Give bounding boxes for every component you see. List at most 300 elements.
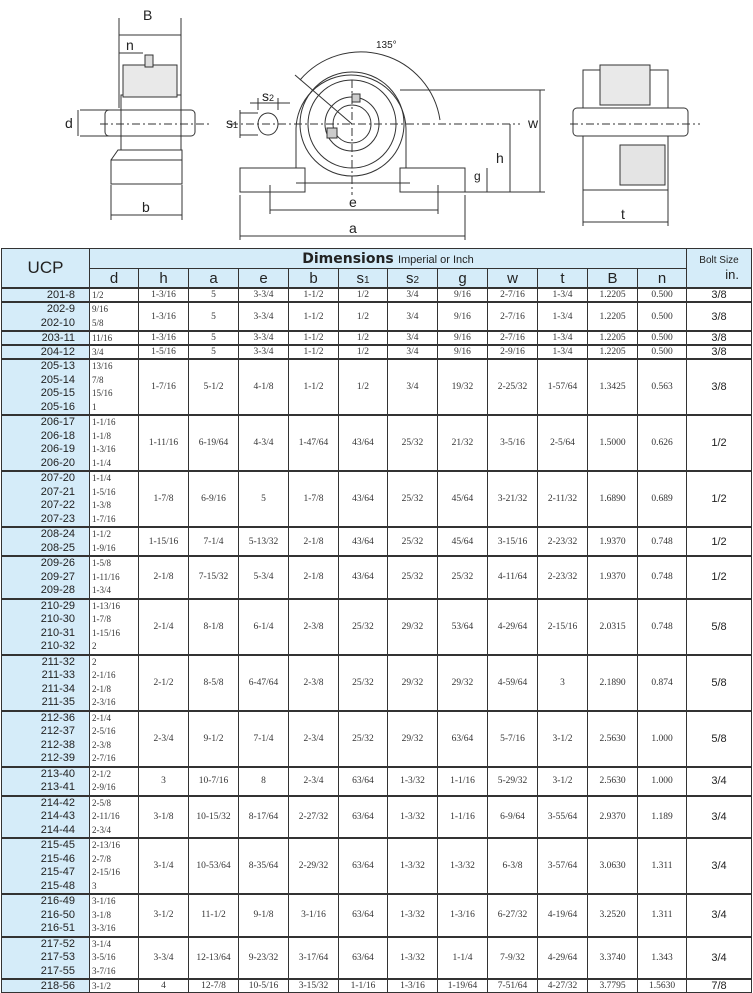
cell-a: 11-1/2 bbox=[189, 894, 239, 937]
bore-d-value: 1 bbox=[92, 401, 97, 412]
cell-B: 1.2205 bbox=[588, 302, 638, 331]
cell-h: 2-3/4 bbox=[139, 711, 189, 767]
table-row bbox=[2, 288, 752, 302]
bore-d-cell bbox=[90, 937, 139, 980]
bolt-size-header bbox=[687, 249, 752, 289]
column-header-d: d bbox=[90, 269, 139, 289]
column-header-a: a bbox=[189, 269, 239, 289]
cell-e: 5-13/32 bbox=[239, 527, 289, 556]
cell-e: 8-17/64 bbox=[239, 796, 289, 839]
bore-d-value: 1-7/16 bbox=[92, 513, 116, 524]
cell-g: 29/32 bbox=[438, 655, 488, 711]
cell-w: 7-9/32 bbox=[488, 937, 538, 980]
model-codes-cell bbox=[2, 979, 90, 993]
cell-w: 6-27/32 bbox=[488, 894, 538, 937]
cell-n: 0.500 bbox=[638, 345, 687, 359]
label-s2-base: s bbox=[262, 88, 269, 104]
cell-n: 0.500 bbox=[638, 302, 687, 331]
cell-a: 7-1/4 bbox=[189, 527, 239, 556]
model-code: 210-29 bbox=[40, 599, 75, 612]
cell-b: 1-47/64 bbox=[289, 415, 339, 471]
cell-s2: 29/32 bbox=[388, 599, 438, 655]
dimensions-table bbox=[1, 248, 752, 993]
model-codes-cell bbox=[2, 711, 90, 767]
model-code: 210-30 bbox=[40, 613, 75, 625]
cell-g: 21/32 bbox=[438, 415, 488, 471]
cell-h: 1-3/16 bbox=[139, 302, 189, 331]
model-code: 204-12 bbox=[40, 346, 75, 358]
cell-t: 2-15/16 bbox=[538, 599, 588, 655]
model-code: 211-34 bbox=[41, 682, 75, 695]
model-code: 209-27 bbox=[40, 570, 75, 583]
model-code: 202-9 bbox=[46, 303, 75, 315]
cell-w: 7-51/64 bbox=[488, 979, 538, 993]
bore-d-value: 1-13/16 bbox=[92, 600, 120, 611]
model-codes-cell bbox=[2, 599, 90, 655]
cell-w: 2-7/16 bbox=[488, 288, 538, 302]
label-w: w bbox=[528, 115, 539, 131]
bore-d-value: 2 bbox=[92, 641, 97, 651]
bolt-size-label: Bolt Size bbox=[699, 255, 739, 266]
bore-d-value: 1-5/16 bbox=[92, 486, 116, 497]
bore-d-cell bbox=[90, 655, 139, 711]
cell-b: 3-1/16 bbox=[289, 894, 339, 937]
cell-g: 45/64 bbox=[438, 527, 488, 556]
cell-b: 1-1/2 bbox=[289, 288, 339, 302]
model-code: 205-16 bbox=[40, 400, 75, 413]
dimensions-subtitle: Imperial or Inch bbox=[397, 254, 474, 266]
cell-e: 8 bbox=[239, 767, 289, 796]
cell-t: 3-1/2 bbox=[538, 711, 588, 767]
bore-d-value: 15/16 bbox=[92, 388, 113, 398]
cell-bolt-size: 3/8 bbox=[687, 359, 752, 415]
cell-B: 2.0315 bbox=[588, 599, 638, 655]
cell-B: 3.7795 bbox=[588, 979, 638, 993]
cell-t: 1-3/4 bbox=[538, 302, 588, 331]
cell-e: 9-23/32 bbox=[239, 937, 289, 980]
cell-a: 8-5/8 bbox=[189, 655, 239, 711]
cell-n: 0.500 bbox=[638, 331, 687, 345]
bore-d-value: 9/16 bbox=[92, 304, 109, 314]
bore-d-value: 2-1/16 bbox=[92, 670, 116, 680]
cell-g: 9/16 bbox=[438, 345, 488, 359]
bore-d-value: 2 bbox=[92, 656, 97, 667]
bore-d-value: 11/16 bbox=[92, 333, 113, 343]
model-code: 210-31 bbox=[40, 626, 75, 639]
model-code: 209-28 bbox=[40, 584, 75, 596]
cell-e: 6-47/64 bbox=[239, 655, 289, 711]
cell-e: 10-5/16 bbox=[239, 979, 289, 993]
model-code: 214-42 bbox=[40, 796, 75, 809]
bore-d-value: 2-3/4 bbox=[92, 824, 111, 835]
bore-d-value: 1-1/4 bbox=[92, 473, 111, 483]
cell-n: 1.000 bbox=[638, 767, 687, 796]
model-codes-cell bbox=[2, 527, 90, 556]
model-codes-cell bbox=[2, 288, 90, 302]
cell-s2: 29/32 bbox=[388, 655, 438, 711]
table-row bbox=[2, 711, 752, 767]
cell-bolt-size: 3/8 bbox=[687, 288, 752, 302]
cell-w: 2-7/16 bbox=[488, 331, 538, 345]
cell-b: 1-1/2 bbox=[289, 331, 339, 345]
cell-e: 3-3/4 bbox=[239, 302, 289, 331]
model-codes-cell bbox=[2, 838, 90, 894]
cell-s1: 1/2 bbox=[339, 288, 388, 302]
side-view-left bbox=[78, 18, 210, 220]
cell-t: 2-23/32 bbox=[538, 556, 588, 599]
cell-B: 1.2205 bbox=[588, 345, 638, 359]
dimensions-header bbox=[90, 249, 687, 269]
label-d: d bbox=[65, 115, 73, 131]
cell-e: 3-3/4 bbox=[239, 288, 289, 302]
cell-bolt-size: 3/4 bbox=[687, 838, 752, 894]
table-row bbox=[2, 599, 752, 655]
cell-a: 6-9/16 bbox=[189, 471, 239, 527]
cell-s1: 63/64 bbox=[339, 894, 388, 937]
model-codes-cell bbox=[2, 415, 90, 471]
cell-s2: 25/32 bbox=[388, 415, 438, 471]
table-row bbox=[2, 979, 752, 993]
cell-w: 2-25/32 bbox=[488, 359, 538, 415]
cell-s1: 1/2 bbox=[339, 302, 388, 331]
cell-b: 3-15/32 bbox=[289, 979, 339, 993]
bolt-size-unit: in. bbox=[725, 267, 740, 282]
model-code: 203-11 bbox=[41, 332, 75, 344]
model-code: 217-55 bbox=[40, 964, 75, 977]
bore-d-value: 2-3/8 bbox=[92, 739, 111, 750]
cell-h: 1-7/16 bbox=[139, 359, 189, 415]
cell-s2: 1-3/32 bbox=[388, 838, 438, 894]
cell-w: 6-9/64 bbox=[488, 796, 538, 839]
model-code: 206-18 bbox=[40, 429, 75, 442]
cell-s1: 1/2 bbox=[339, 345, 388, 359]
bore-d-value: 1-1/16 bbox=[92, 417, 116, 427]
cell-n: 0.500 bbox=[638, 288, 687, 302]
cell-n: 0.748 bbox=[638, 599, 687, 655]
model-code: 207-20 bbox=[40, 472, 75, 484]
table-row bbox=[2, 655, 752, 711]
label-b: b bbox=[142, 199, 150, 215]
column-header-s1: s1 bbox=[339, 269, 388, 289]
cell-a: 6-19/64 bbox=[189, 415, 239, 471]
bore-d-cell bbox=[90, 711, 139, 767]
bore-d-value: 1-1/4 bbox=[92, 457, 111, 468]
bore-d-value: 2-7/8 bbox=[92, 853, 111, 864]
model-code: 216-49 bbox=[40, 895, 75, 907]
cell-s1: 63/64 bbox=[339, 937, 388, 980]
bore-d-value: 2-5/16 bbox=[92, 726, 116, 736]
label-a: a bbox=[349, 220, 357, 236]
cell-s2: 3/4 bbox=[388, 345, 438, 359]
bore-d-value: 1-5/8 bbox=[92, 558, 111, 568]
model-code: 212-39 bbox=[40, 752, 75, 764]
cell-e: 3-3/4 bbox=[239, 331, 289, 345]
cell-s1: 25/32 bbox=[339, 655, 388, 711]
cell-s2: 3/4 bbox=[388, 359, 438, 415]
model-code: 206-20 bbox=[40, 456, 75, 469]
cell-h: 4 bbox=[139, 979, 189, 993]
bore-d-cell bbox=[90, 359, 139, 415]
cell-h: 1-11/16 bbox=[139, 415, 189, 471]
table-row bbox=[2, 937, 752, 980]
cell-s2: 3/4 bbox=[388, 331, 438, 345]
table-row bbox=[2, 838, 752, 894]
bore-d-value: 1-11/16 bbox=[92, 571, 120, 582]
cell-w: 4-59/64 bbox=[488, 655, 538, 711]
cell-t: 1-57/64 bbox=[538, 359, 588, 415]
cell-b: 2-3/8 bbox=[289, 599, 339, 655]
cell-n: 0.689 bbox=[638, 471, 687, 527]
cell-s1: 43/64 bbox=[339, 527, 388, 556]
model-codes-cell bbox=[2, 556, 90, 599]
cell-t: 4-19/64 bbox=[538, 894, 588, 937]
cell-n: 1.189 bbox=[638, 796, 687, 839]
bore-d-value: 13/16 bbox=[92, 361, 113, 371]
cell-g: 63/64 bbox=[438, 711, 488, 767]
model-code: 215-48 bbox=[40, 879, 75, 892]
cell-bolt-size: 1/2 bbox=[687, 415, 752, 471]
bore-d-value: 3-7/16 bbox=[92, 965, 116, 976]
cell-b: 1-7/8 bbox=[289, 471, 339, 527]
label-s2 bbox=[262, 88, 274, 104]
bore-d-cell bbox=[90, 527, 139, 556]
bore-d-value: 2-11/16 bbox=[92, 811, 120, 821]
cell-e: 7-1/4 bbox=[239, 711, 289, 767]
table-row bbox=[2, 471, 752, 527]
model-codes-cell bbox=[2, 359, 90, 415]
bore-d-value: 5/8 bbox=[92, 317, 104, 328]
bore-d-value: 2-1/4 bbox=[92, 712, 111, 723]
cell-bolt-size: 5/8 bbox=[687, 711, 752, 767]
cell-g: 45/64 bbox=[438, 471, 488, 527]
cell-g: 25/32 bbox=[438, 556, 488, 599]
label-e: e bbox=[349, 194, 357, 210]
bore-d-value: 3-1/2 bbox=[92, 981, 111, 991]
cell-w: 2-7/16 bbox=[488, 302, 538, 331]
cell-a: 7-15/32 bbox=[189, 556, 239, 599]
cell-bolt-size: 1/2 bbox=[687, 471, 752, 527]
cell-b: 2-1/8 bbox=[289, 556, 339, 599]
bore-d-cell bbox=[90, 556, 139, 599]
model-codes-cell bbox=[2, 767, 90, 796]
model-codes-cell bbox=[2, 796, 90, 839]
cell-B: 1.9370 bbox=[588, 527, 638, 556]
cell-w: 3-5/16 bbox=[488, 415, 538, 471]
bore-d-value: 3 bbox=[92, 880, 97, 891]
model-codes-cell bbox=[2, 345, 90, 359]
cell-g: 1-3/16 bbox=[438, 894, 488, 937]
model-code: 212-37 bbox=[40, 725, 75, 737]
cell-t: 2-5/64 bbox=[538, 415, 588, 471]
cell-b: 2-27/32 bbox=[289, 796, 339, 839]
model-code: 213-40 bbox=[40, 767, 75, 780]
cell-e: 5-3/4 bbox=[239, 556, 289, 599]
bore-d-cell bbox=[90, 345, 139, 359]
cell-a: 5 bbox=[189, 345, 239, 359]
cell-bolt-size: 1/2 bbox=[687, 556, 752, 599]
model-code: 215-47 bbox=[40, 866, 75, 878]
cell-w: 6-3/8 bbox=[488, 838, 538, 894]
label-g: g bbox=[474, 169, 481, 183]
cell-e: 4-1/8 bbox=[239, 359, 289, 415]
table-row bbox=[2, 302, 752, 331]
cell-s1: 25/32 bbox=[339, 711, 388, 767]
cell-b: 1-1/2 bbox=[289, 359, 339, 415]
bore-d-value: 1-3/16 bbox=[92, 444, 116, 454]
label-t: t bbox=[621, 206, 625, 222]
cell-B: 1.5000 bbox=[588, 415, 638, 471]
cell-bolt-size: 3/4 bbox=[687, 767, 752, 796]
model-codes-cell bbox=[2, 471, 90, 527]
cell-g: 9/16 bbox=[438, 331, 488, 345]
cell-bolt-size: 5/8 bbox=[687, 599, 752, 655]
model-code: 208-24 bbox=[40, 528, 75, 540]
cell-g: 9/16 bbox=[438, 302, 488, 331]
cell-B: 1.2205 bbox=[588, 331, 638, 345]
model-code: 209-26 bbox=[40, 557, 75, 569]
bore-d-cell bbox=[90, 415, 139, 471]
model-code: 212-36 bbox=[40, 711, 75, 724]
model-code: 208-25 bbox=[40, 541, 75, 554]
cell-b: 2-29/32 bbox=[289, 838, 339, 894]
cell-s2: 1-3/32 bbox=[388, 767, 438, 796]
model-code: 214-44 bbox=[40, 823, 75, 836]
cell-a: 9-1/2 bbox=[189, 711, 239, 767]
bore-d-value: 1-15/16 bbox=[92, 627, 120, 638]
pillow-block-bearing-drawing bbox=[0, 0, 753, 245]
label-s2-sub: 2 bbox=[269, 93, 275, 103]
model-code: 211-35 bbox=[41, 696, 75, 708]
cell-w: 4-11/64 bbox=[488, 556, 538, 599]
cell-a: 10-7/16 bbox=[189, 767, 239, 796]
cell-s2: 25/32 bbox=[388, 527, 438, 556]
cell-bolt-size: 3/8 bbox=[687, 302, 752, 331]
cell-b: 3-17/64 bbox=[289, 937, 339, 980]
model-code: 218-56 bbox=[40, 980, 75, 992]
column-header-t: t bbox=[538, 269, 588, 289]
bore-d-cell bbox=[90, 288, 139, 302]
cell-B: 3.3740 bbox=[588, 937, 638, 980]
cell-s1: 43/64 bbox=[339, 556, 388, 599]
bore-d-value: 1-3/4 bbox=[92, 585, 111, 595]
table-row bbox=[2, 331, 752, 345]
cell-bolt-size: 3/4 bbox=[687, 937, 752, 980]
model-code: 202-10 bbox=[40, 316, 75, 329]
column-header-B: B bbox=[588, 269, 638, 289]
model-codes-cell bbox=[2, 655, 90, 711]
model-code: 214-43 bbox=[40, 810, 75, 822]
cell-h: 1-15/16 bbox=[139, 527, 189, 556]
cell-s1: 1/2 bbox=[339, 331, 388, 345]
cell-s1: 1/2 bbox=[339, 359, 388, 415]
label-B: B bbox=[143, 7, 153, 23]
cell-t: 2-23/32 bbox=[538, 527, 588, 556]
cell-t: 3-57/64 bbox=[538, 838, 588, 894]
column-header-s2: s2 bbox=[388, 269, 438, 289]
bore-d-value: 1-1/2 bbox=[92, 529, 111, 539]
cell-t: 2-11/32 bbox=[538, 471, 588, 527]
cell-w: 3-15/16 bbox=[488, 527, 538, 556]
cell-B: 1.2205 bbox=[588, 288, 638, 302]
bore-d-value: 1/2 bbox=[92, 290, 104, 300]
bore-d-value: 2-3/16 bbox=[92, 697, 116, 707]
bore-d-value: 1-3/8 bbox=[92, 500, 111, 510]
table-row bbox=[2, 894, 752, 937]
cell-e: 8-35/64 bbox=[239, 838, 289, 894]
model-code: 211-33 bbox=[41, 669, 75, 681]
model-code: 211-32 bbox=[41, 655, 75, 668]
model-code: 205-13 bbox=[40, 360, 75, 372]
cell-h: 3 bbox=[139, 767, 189, 796]
column-header-b: b bbox=[289, 269, 339, 289]
side-view-right bbox=[570, 65, 700, 226]
bore-d-value: 2-15/16 bbox=[92, 867, 120, 877]
bore-d-value: 3/4 bbox=[92, 347, 104, 357]
cell-s1: 43/64 bbox=[339, 471, 388, 527]
cell-h: 3-3/4 bbox=[139, 937, 189, 980]
column-header-h: h bbox=[139, 269, 189, 289]
cell-s1: 43/64 bbox=[339, 415, 388, 471]
model-code: 212-38 bbox=[40, 738, 75, 751]
model-code: 215-45 bbox=[40, 839, 75, 851]
model-codes-cell bbox=[2, 937, 90, 980]
model-code: 216-50 bbox=[40, 908, 75, 921]
model-header: UCP bbox=[2, 249, 90, 289]
bore-d-cell bbox=[90, 302, 139, 331]
cell-b: 2-3/4 bbox=[289, 711, 339, 767]
cell-s2: 1-3/32 bbox=[388, 894, 438, 937]
bore-d-value: 2-13/16 bbox=[92, 840, 120, 850]
cell-s1: 63/64 bbox=[339, 796, 388, 839]
model-codes-cell bbox=[2, 302, 90, 331]
bore-d-value: 1-9/16 bbox=[92, 542, 116, 553]
cell-s2: 1-3/32 bbox=[388, 796, 438, 839]
bore-d-value: 3-5/16 bbox=[92, 952, 116, 962]
bore-d-value: 2-7/16 bbox=[92, 753, 116, 763]
bore-d-value: 2-1/2 bbox=[92, 768, 111, 779]
cell-bolt-size: 3/4 bbox=[687, 796, 752, 839]
cell-a: 8-1/8 bbox=[189, 599, 239, 655]
bore-d-value: 3-1/16 bbox=[92, 896, 116, 906]
bore-d-value: 3-1/4 bbox=[92, 938, 111, 949]
cell-s2: 3/4 bbox=[388, 288, 438, 302]
model-code: 205-14 bbox=[40, 373, 75, 386]
bore-d-value: 1-1/8 bbox=[92, 430, 111, 441]
cell-h: 1-3/16 bbox=[139, 288, 189, 302]
model-code: 207-22 bbox=[40, 499, 75, 511]
table-row bbox=[2, 345, 752, 359]
table-row bbox=[2, 796, 752, 839]
cell-B: 1.3425 bbox=[588, 359, 638, 415]
cell-t: 1-3/4 bbox=[538, 288, 588, 302]
cell-g: 1-3/32 bbox=[438, 838, 488, 894]
cell-s2: 1-3/16 bbox=[388, 979, 438, 993]
cell-n: 1.311 bbox=[638, 894, 687, 937]
cell-bolt-size: 1/2 bbox=[687, 527, 752, 556]
cell-g: 1-1/4 bbox=[438, 937, 488, 980]
cell-a: 10-53/64 bbox=[189, 838, 239, 894]
model-code: 217-53 bbox=[40, 951, 75, 963]
cell-B: 3.2520 bbox=[588, 894, 638, 937]
label-angle: 135° bbox=[376, 40, 397, 51]
model-code: 205-15 bbox=[40, 387, 75, 399]
cell-h: 1-3/16 bbox=[139, 331, 189, 345]
bore-d-cell bbox=[90, 894, 139, 937]
cell-g: 19/32 bbox=[438, 359, 488, 415]
cell-s2: 25/32 bbox=[388, 556, 438, 599]
bore-d-value: 2-5/8 bbox=[92, 797, 111, 808]
model-code: 207-21 bbox=[40, 485, 75, 498]
